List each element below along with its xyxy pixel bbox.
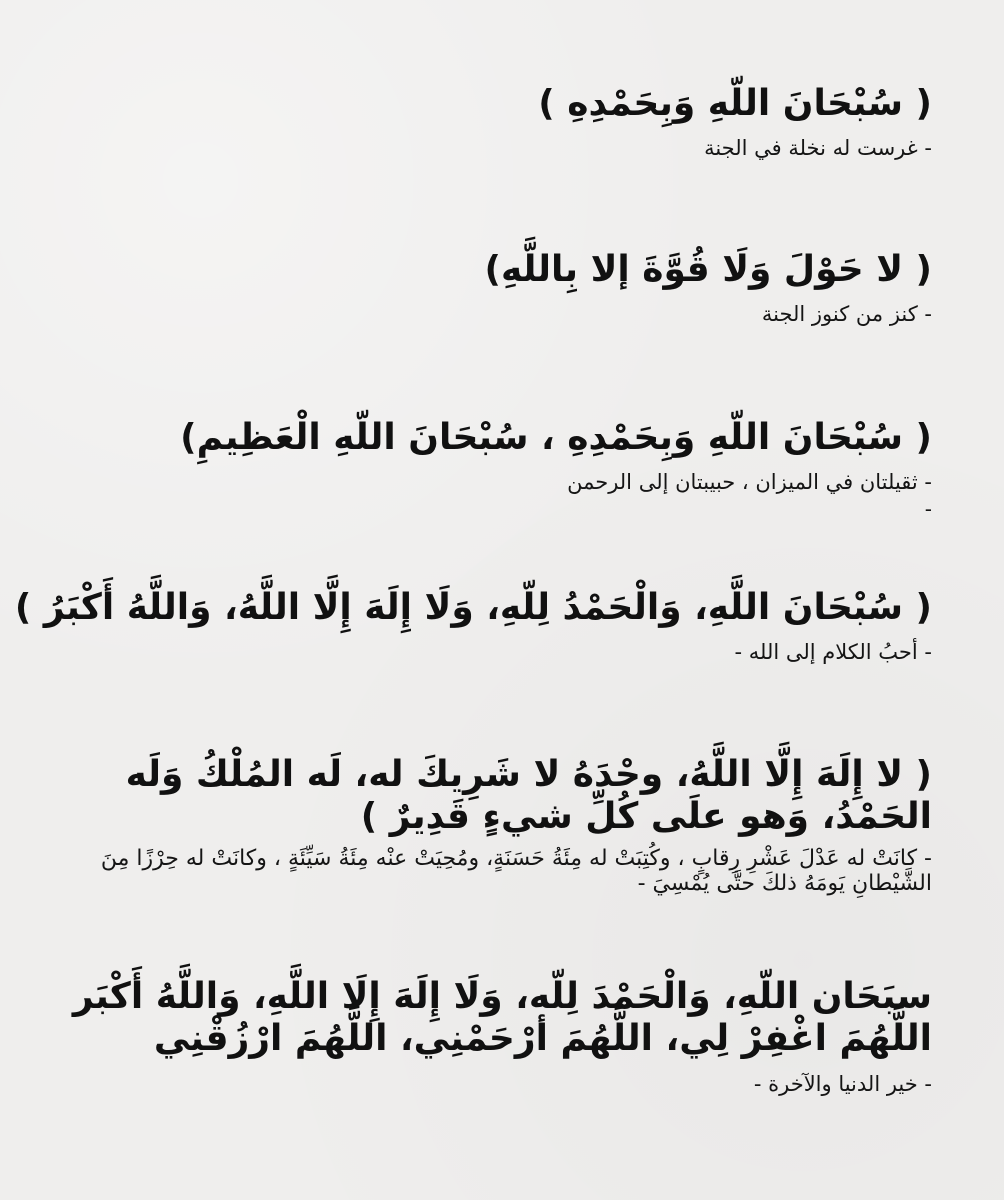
virtue-extra-dash: - <box>924 497 932 522</box>
dhikr-text: ( سُبْحَانَ اللّهِ وَبِحَمْدِهِ ) <box>538 83 932 124</box>
virtue-text: - أحبُ الكلام إلى الله - <box>734 640 932 665</box>
dhikr-item <box>62 82 932 161</box>
dhikr-item <box>62 248 932 327</box>
virtue-text: - كنز من كنوز الجنة <box>761 302 932 327</box>
virtue-text: - كانَتْ له عَدْلَ عَشْرِ رِقابٍ ، وكُتِبَتْ له مِئَةُ حَسَنَةٍ، ومُحِيَتْ عنْه مِئَةُ سَيِّئَةٍ ، وكانَتْ له حِرْزًا مِنَ الشَّيْطانِ يَومَهُ ذلكَ حتَّى يُمْسِيَ - <box>100 845 932 896</box>
dhikr-item <box>14 586 932 665</box>
virtue-text: - خير الدنيا والآخرة - <box>753 1071 932 1096</box>
dhikr-text: ( لا حَوْلَ وَلَا قُوَّةَ إلا بِاللَّهِ) <box>484 249 932 290</box>
dhikr-item <box>62 754 932 896</box>
virtue-text: - غرست له نخلة في الجنة <box>704 136 932 161</box>
dhikr-item <box>62 416 932 522</box>
dhikr-text: ( لا إِلَهَ إِلَّا اللَّهُ، وحْدَهُ لا شَرِيكَ له، لَه المُلْكُ وَلَه الحَمْدُ، وَهو علَى كُلِّ شيءٍ قَدِيرٌ ) <box>125 754 932 838</box>
dhikr-item <box>62 976 932 1097</box>
dhikr-text: سبَحَان اللّهِ، وَالْحَمْدَ لِلّه، وَلَا إِلَهَ إِلَا اللَّهِ، وَاللَّهُ أَكْبَر اللَّهُمَ اغْفِرْ لِي، اللَّهُمَ أرْحَمْنِي، اللَّهُمَ ارْزُقْنِي <box>72 976 932 1060</box>
virtue-text: - ثقيلتان في الميزان ، حبيبتان إلى الرحمن <box>567 470 932 495</box>
dhikr-text: ( سُبْحَانَ اللّهِ وَبِحَمْدِهِ ، سُبْحَانَ اللّهِ الْعَظِيمِ) <box>180 417 932 458</box>
dhikr-text: ( سُبْحَانَ اللَّهِ، وَالْحَمْدُ لِلّهِ، وَلَا إِلَهَ إِلَّا اللَّهُ، وَاللَّهُ أَكْبَرُ ) <box>14 587 932 628</box>
